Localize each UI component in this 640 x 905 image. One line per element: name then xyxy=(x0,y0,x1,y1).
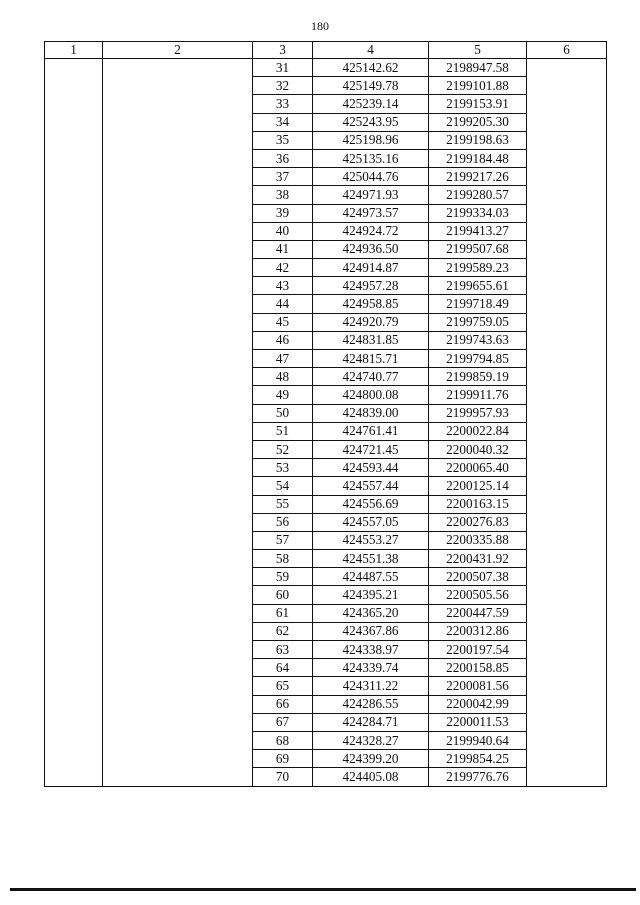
column-header-4: 4 xyxy=(313,42,429,59)
coordinate-x-cell: 424284.71 xyxy=(313,713,429,731)
point-number-cell: 56 xyxy=(253,513,313,531)
coordinate-x-cell: 424551.38 xyxy=(313,550,429,568)
point-number-cell: 51 xyxy=(253,422,313,440)
coordinate-y-cell: 2199184.48 xyxy=(429,149,527,167)
coordinate-x-cell: 424395.21 xyxy=(313,586,429,604)
coordinate-y-cell: 2199743.63 xyxy=(429,331,527,349)
column-1-cell xyxy=(45,59,103,787)
point-number-cell: 36 xyxy=(253,149,313,167)
point-number-cell: 53 xyxy=(253,459,313,477)
point-number-cell: 41 xyxy=(253,240,313,258)
point-number-cell: 50 xyxy=(253,404,313,422)
coordinate-x-cell: 424800.08 xyxy=(313,386,429,404)
coordinate-x-cell: 424839.00 xyxy=(313,404,429,422)
coordinate-y-cell: 2200197.54 xyxy=(429,641,527,659)
coordinate-x-cell: 425149.78 xyxy=(313,77,429,95)
header-row xyxy=(45,42,607,59)
coordinate-y-cell: 2199507.68 xyxy=(429,240,527,258)
coordinate-y-cell: 2200158.85 xyxy=(429,659,527,677)
point-number-cell: 60 xyxy=(253,586,313,604)
table-body xyxy=(45,59,607,787)
coordinate-x-cell: 424286.55 xyxy=(313,695,429,713)
coordinate-y-cell: 2199205.30 xyxy=(429,113,527,131)
point-number-cell: 65 xyxy=(253,677,313,695)
coordinate-x-cell: 424339.74 xyxy=(313,659,429,677)
coordinate-y-cell: 2199280.57 xyxy=(429,186,527,204)
point-number-cell: 46 xyxy=(253,331,313,349)
coordinate-y-cell: 2199854.25 xyxy=(429,750,527,768)
coordinate-y-cell: 2199911.76 xyxy=(429,386,527,404)
column-header-3: 3 xyxy=(253,42,313,59)
coordinate-x-cell: 424593.44 xyxy=(313,459,429,477)
point-number-cell: 42 xyxy=(253,259,313,277)
point-number-cell: 45 xyxy=(253,313,313,331)
coordinate-y-cell: 2199589.23 xyxy=(429,259,527,277)
coordinate-y-cell: 2200505.56 xyxy=(429,586,527,604)
coordinate-y-cell: 2199957.93 xyxy=(429,404,527,422)
coordinate-x-cell: 424740.77 xyxy=(313,368,429,386)
coordinate-y-cell: 2200507.38 xyxy=(429,568,527,586)
coordinate-y-cell: 2199859.19 xyxy=(429,368,527,386)
point-number-cell: 70 xyxy=(253,768,313,786)
coordinate-x-cell: 424971.93 xyxy=(313,186,429,204)
coordinate-y-cell: 2200431.92 xyxy=(429,550,527,568)
coordinate-x-cell: 425198.96 xyxy=(313,131,429,149)
coordinate-x-cell: 424328.27 xyxy=(313,731,429,749)
coordinate-x-cell: 424556.69 xyxy=(313,495,429,513)
point-number-cell: 55 xyxy=(253,495,313,513)
coordinate-y-cell: 2198947.58 xyxy=(429,59,527,77)
point-number-cell: 34 xyxy=(253,113,313,131)
coordinate-x-cell: 424831.85 xyxy=(313,331,429,349)
point-number-cell: 47 xyxy=(253,350,313,368)
column-header-5: 5 xyxy=(429,42,527,59)
point-number-cell: 35 xyxy=(253,131,313,149)
point-number-cell: 66 xyxy=(253,695,313,713)
coordinate-x-cell: 424936.50 xyxy=(313,240,429,258)
coordinate-y-cell: 2199101.88 xyxy=(429,77,527,95)
coordinate-x-cell: 425243.95 xyxy=(313,113,429,131)
coordinate-y-cell: 2199776.76 xyxy=(429,768,527,786)
coordinate-y-cell: 2199413.27 xyxy=(429,222,527,240)
point-number-cell: 59 xyxy=(253,568,313,586)
column-header-1: 1 xyxy=(45,42,103,59)
coordinate-y-cell: 2200447.59 xyxy=(429,604,527,622)
footer-rule xyxy=(10,888,636,891)
table-header xyxy=(45,42,607,59)
coordinate-x-cell: 424405.08 xyxy=(313,768,429,786)
point-number-cell: 33 xyxy=(253,95,313,113)
coordinate-x-cell: 424721.45 xyxy=(313,440,429,458)
table-row xyxy=(45,59,607,77)
coordinate-y-cell: 2200042.99 xyxy=(429,695,527,713)
coordinate-y-cell: 2200312.86 xyxy=(429,622,527,640)
coordinate-y-cell: 2200276.83 xyxy=(429,513,527,531)
point-number-cell: 52 xyxy=(253,440,313,458)
coordinate-x-cell: 424920.79 xyxy=(313,313,429,331)
coordinate-x-cell: 425239.14 xyxy=(313,95,429,113)
column-2-cell xyxy=(103,59,253,787)
point-number-cell: 31 xyxy=(253,59,313,77)
point-number-cell: 49 xyxy=(253,386,313,404)
coordinate-x-cell: 424553.27 xyxy=(313,531,429,549)
coordinate-x-cell: 424338.97 xyxy=(313,641,429,659)
coordinate-y-cell: 2200065.40 xyxy=(429,459,527,477)
point-number-cell: 62 xyxy=(253,622,313,640)
coordinate-x-cell: 424958.85 xyxy=(313,295,429,313)
coordinate-x-cell: 424367.86 xyxy=(313,622,429,640)
coordinate-x-cell: 424957.28 xyxy=(313,277,429,295)
coordinate-y-cell: 2200040.32 xyxy=(429,440,527,458)
coordinate-x-cell: 424914.87 xyxy=(313,259,429,277)
point-number-cell: 37 xyxy=(253,168,313,186)
point-number-cell: 69 xyxy=(253,750,313,768)
coordinate-y-cell: 2199794.85 xyxy=(429,350,527,368)
coordinate-y-cell: 2199940.64 xyxy=(429,731,527,749)
point-number-cell: 63 xyxy=(253,641,313,659)
coordinate-y-cell: 2200022.84 xyxy=(429,422,527,440)
coordinate-y-cell: 2199655.61 xyxy=(429,277,527,295)
coordinate-x-cell: 424761.41 xyxy=(313,422,429,440)
coordinate-y-cell: 2199198.63 xyxy=(429,131,527,149)
point-number-cell: 68 xyxy=(253,731,313,749)
coordinate-y-cell: 2199759.05 xyxy=(429,313,527,331)
column-6-cell xyxy=(527,59,607,787)
coordinate-x-cell: 424487.55 xyxy=(313,568,429,586)
coordinate-y-cell: 2200335.88 xyxy=(429,531,527,549)
coordinate-x-cell: 424365.20 xyxy=(313,604,429,622)
coordinate-y-cell: 2200125.14 xyxy=(429,477,527,495)
coordinate-x-cell: 424311.22 xyxy=(313,677,429,695)
coordinates-table xyxy=(44,41,607,787)
point-number-cell: 39 xyxy=(253,204,313,222)
coordinate-x-cell: 424399.20 xyxy=(313,750,429,768)
point-number-cell: 57 xyxy=(253,531,313,549)
coordinate-x-cell: 424815.71 xyxy=(313,350,429,368)
coordinate-y-cell: 2199217.26 xyxy=(429,168,527,186)
coordinate-y-cell: 2199718.49 xyxy=(429,295,527,313)
column-header-2: 2 xyxy=(103,42,253,59)
point-number-cell: 61 xyxy=(253,604,313,622)
coordinate-y-cell: 2200081.56 xyxy=(429,677,527,695)
point-number-cell: 54 xyxy=(253,477,313,495)
coordinate-x-cell: 424973.57 xyxy=(313,204,429,222)
point-number-cell: 58 xyxy=(253,550,313,568)
coordinate-y-cell: 2200163.15 xyxy=(429,495,527,513)
point-number-cell: 64 xyxy=(253,659,313,677)
point-number-cell: 44 xyxy=(253,295,313,313)
coordinate-y-cell: 2199334.03 xyxy=(429,204,527,222)
point-number-cell: 48 xyxy=(253,368,313,386)
coordinate-x-cell: 424557.44 xyxy=(313,477,429,495)
coordinate-x-cell: 425135.16 xyxy=(313,149,429,167)
coordinate-x-cell: 424557.05 xyxy=(313,513,429,531)
coordinate-x-cell: 425044.76 xyxy=(313,168,429,186)
point-number-cell: 32 xyxy=(253,77,313,95)
coordinate-x-cell: 425142.62 xyxy=(313,59,429,77)
point-number-cell: 67 xyxy=(253,713,313,731)
point-number-cell: 38 xyxy=(253,186,313,204)
page-number: 180 xyxy=(311,19,329,33)
coordinate-x-cell: 424924.72 xyxy=(313,222,429,240)
column-header-6: 6 xyxy=(527,42,607,59)
point-number-cell: 40 xyxy=(253,222,313,240)
coordinate-y-cell: 2199153.91 xyxy=(429,95,527,113)
coordinate-y-cell: 2200011.53 xyxy=(429,713,527,731)
point-number-cell: 43 xyxy=(253,277,313,295)
